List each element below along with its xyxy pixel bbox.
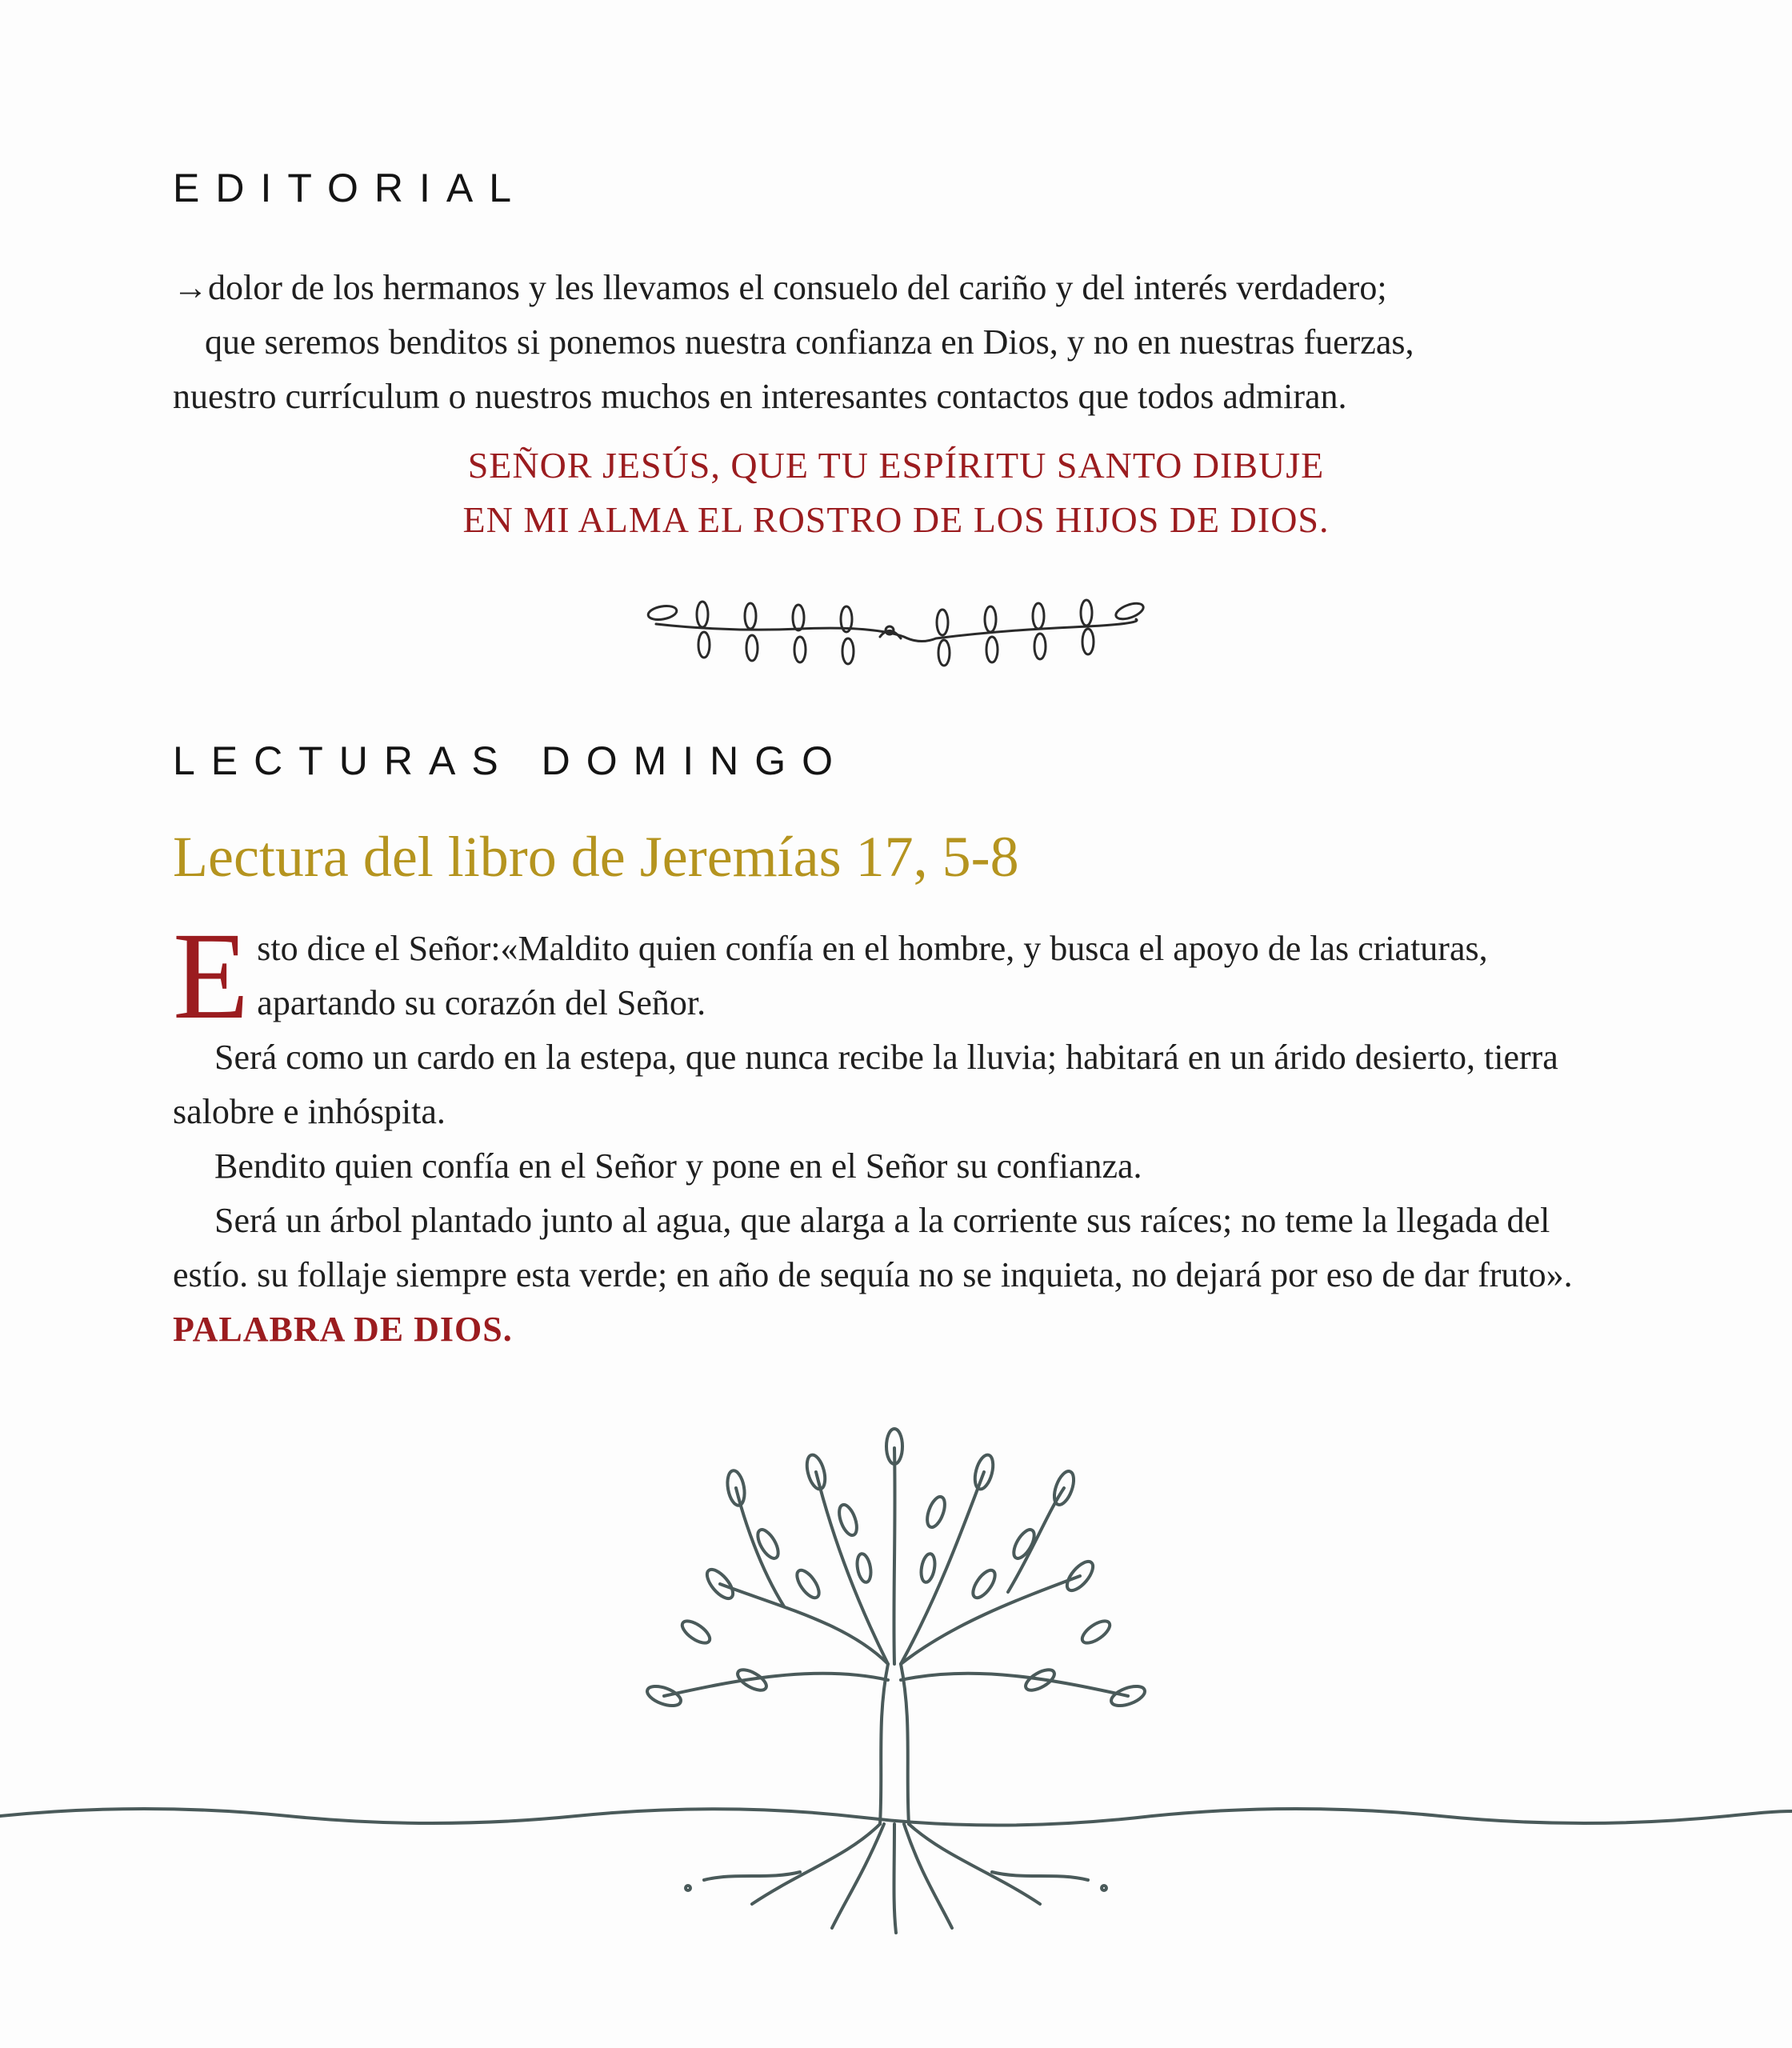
- editorial-line-3: nuestro currículum o nuestros muchos en interesantes contactos que todos admiran.: [173, 377, 1347, 416]
- editorial-line-2: que seremos benditos si ponemos nuestra confianza en Dios, y no en nuestras fuerzas,: [205, 322, 1414, 362]
- reading-paragraph-4: [173, 1194, 1629, 1357]
- reading-title: Lectura del libro de Jeremías 17, 5-8: [173, 825, 1019, 889]
- reading-paragraph-3: Bendito quien confía en el Señor y pone en el Señor su confianza.: [214, 1146, 1142, 1186]
- continuation-arrow-icon: →: [173, 268, 208, 307]
- reading-paragraph-2: Será como un cardo en la estepa, que nunca recibe la lluvia; habitará en un árido desierto, tierra salobre e inhóspita.: [173, 1038, 1558, 1131]
- lecturas-heading: LECTURAS DOMINGO: [173, 738, 850, 783]
- reading-text: [173, 906, 1629, 1357]
- editorial-line-1: dolor de los hermanos y les llevamos el consuelo del cariño y del interés verdadero;: [208, 268, 1387, 307]
- prayer-line-2: EN MI ALMA EL ROSTRO DE LOS HIJOS DE DIOS.: [462, 499, 1330, 540]
- drop-cap: E: [173, 906, 250, 1045]
- closing-phrase: PALABRA DE DIOS.: [173, 1310, 513, 1349]
- vine-ornament-icon: [640, 592, 1152, 688]
- editorial-paragraph: [173, 261, 1629, 424]
- prayer-line-1: SEÑOR JESÚS, QUE TU ESPÍRITU SANTO DIBUJE: [467, 445, 1325, 486]
- reading-paragraph-4-text: Será un árbol plantado junto al agua, que alarga a la corriente sus raíces; no teme la llegada del estío. su follaje siempre esta verde; en año de sequía no se inquieta, no dejará por eso de dar fruto».: [173, 1201, 1573, 1294]
- reading-paragraph-1: sto dice el Señor:«Maldito quien confía en el hombre, y busca el apoyo de las criaturas, apartando su corazón del Señor.: [257, 929, 1488, 1022]
- editorial-heading: EDITORIAL: [173, 166, 528, 210]
- prayer-text: [0, 438, 1792, 547]
- tree-roots-icon: [0, 1424, 1792, 1936]
